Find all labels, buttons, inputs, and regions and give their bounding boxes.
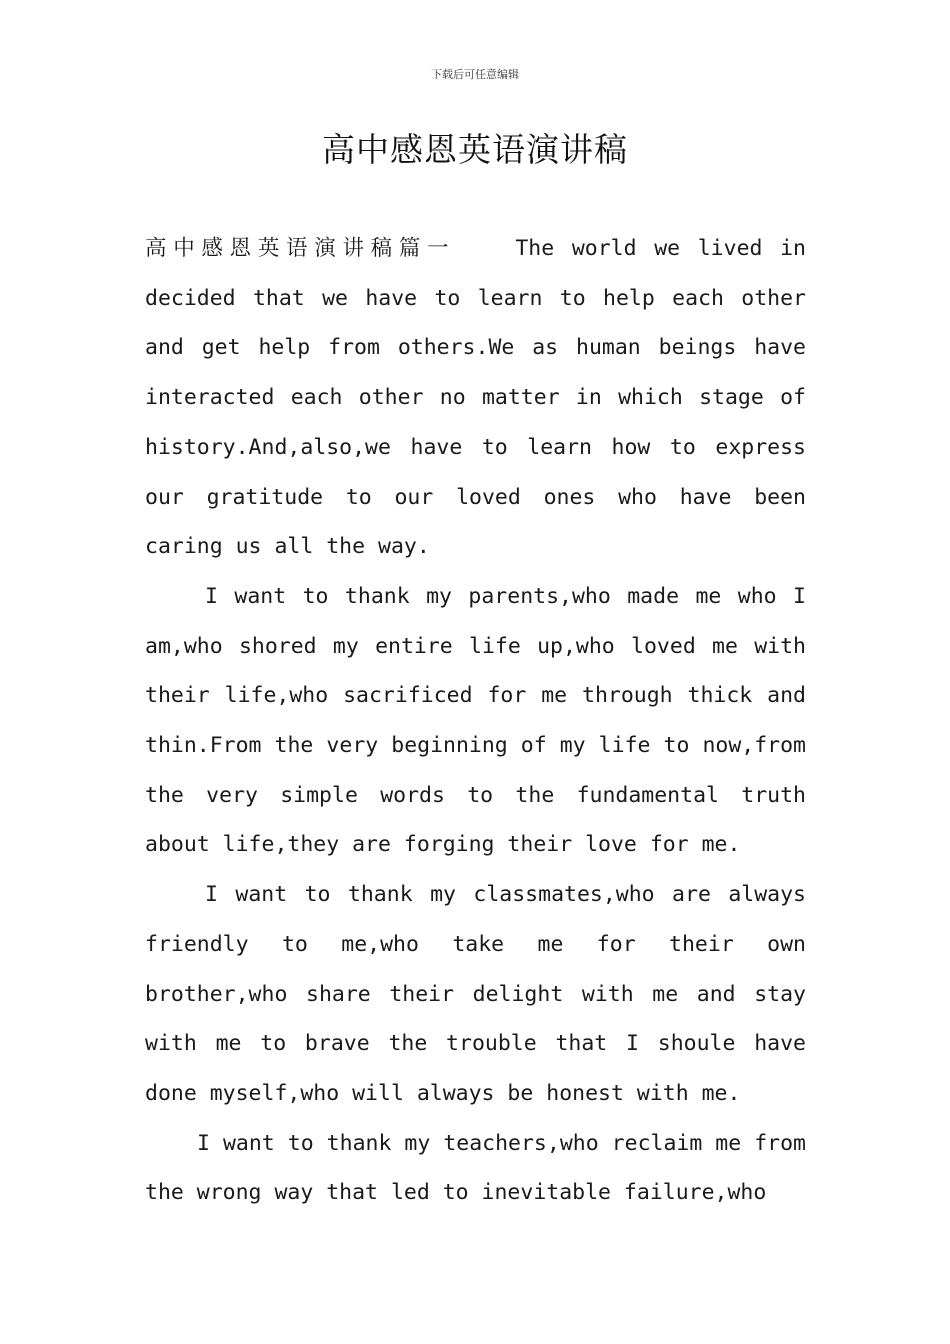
- paragraph-2: I want to thank my parents,who made me who I am,who shored my entire life up,who loved me with their life,who sacrificed for me through thick and thin.From the very beginning of my life to now,from the very simple words to the fundamental truth about life,they are forging their love for me.: [145, 583, 806, 858]
- paragraph-1-text: The world we lived in decided that we have to learn to help each other and get help from others.We as human beings have interacted each other no matter in which stage of history.And,also,we have to learn how to express our gratitude to our loved ones who have been caring us all the way.: [145, 236, 806, 560]
- section-label: 高中感恩英语演讲稿篇一: [145, 236, 456, 261]
- document-body: [145, 224, 806, 1218]
- paragraph-intro: [145, 224, 806, 572]
- paragraph-3: I want to thank my classmates,who are always friendly to me,who take me for their own brother,who share their delight with me and stay with me to brave the trouble that I shoule have done myself,who will always be honest with me.: [145, 882, 806, 1106]
- paragraph-4: I want to thank my teachers,who reclaim me from the wrong way that led to inevitable failure,who: [145, 1130, 806, 1206]
- page-header-note: 下载后可任意编辑: [431, 68, 519, 81]
- document-title: 高中感恩英语演讲稿: [322, 130, 628, 169]
